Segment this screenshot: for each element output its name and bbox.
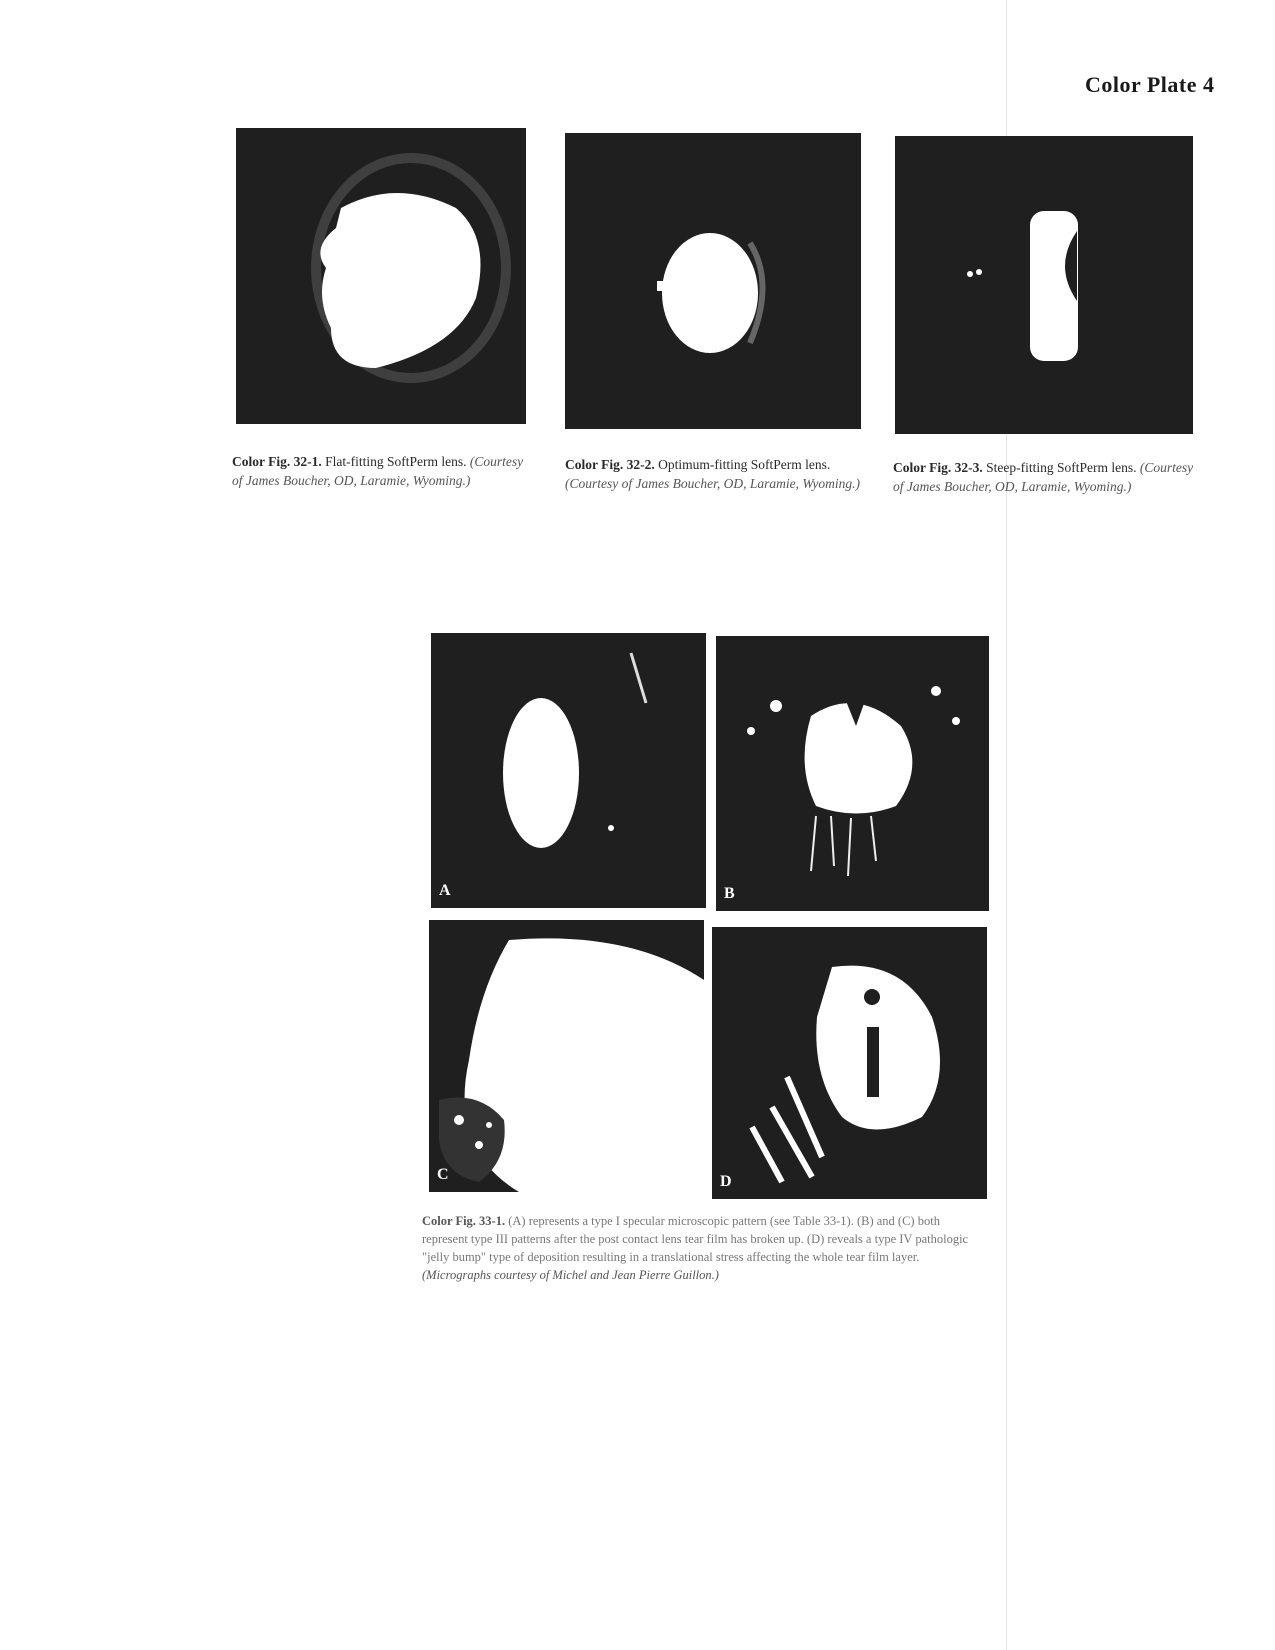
figure-32-2-image (565, 133, 861, 429)
figure-32-1-caption (232, 452, 532, 490)
caption-credit: (Courtesy of James Boucher, OD, Laramie, Wyoming.) (893, 460, 1194, 494)
caption-credit: (Courtesy of James Boucher, OD, Laramie, Wyoming.) (232, 454, 524, 488)
caption-text: (A) represents a type I specular microscopic pattern (see Table 33-1). (B) and (C) both represent type III patterns after the post contact lens tear film has broken up. (D) reveals a type IV pathologic "jelly bump" type of deposition resulting in a translational stress affecting the whole tear film layer. (422, 1214, 969, 1264)
caption-lead: Color Fig. 32-2. (565, 457, 655, 472)
caption-credit: (Micrographs courtesy of Michel and Jean Pierre Guillon.) (422, 1268, 719, 1282)
figure-32-3-caption (893, 458, 1198, 496)
caption-credit: (Courtesy of James Boucher, OD, Laramie, Wyoming.) (565, 476, 860, 491)
figure-33-1-panel-a (431, 633, 706, 908)
figure-32-2-caption (565, 455, 865, 493)
figure-33-1-panel-d (712, 927, 987, 1199)
caption-lead: Color Fig. 32-1. (232, 454, 322, 469)
page-title: Color Plate 4 (1085, 72, 1215, 97)
panel-label: B (724, 885, 735, 902)
caption-text: Optimum-fitting SoftPerm lens. (658, 457, 831, 472)
figure-33-1-caption (422, 1212, 984, 1284)
figure-33-1-panel-c (429, 920, 704, 1192)
figure-32-1-image (236, 128, 526, 424)
figure-33-1-panel-b (716, 636, 989, 911)
panel-label: A (439, 882, 451, 899)
panel-label: C (437, 1166, 449, 1183)
caption-text: Flat-fitting SoftPerm lens. (325, 454, 467, 469)
caption-lead: Color Fig. 33-1. (422, 1214, 506, 1228)
panel-label: D (720, 1173, 732, 1190)
caption-lead: Color Fig. 32-3. (893, 460, 983, 475)
figure-32-3-image (895, 136, 1193, 434)
caption-text: Steep-fitting SoftPerm lens. (986, 460, 1137, 475)
